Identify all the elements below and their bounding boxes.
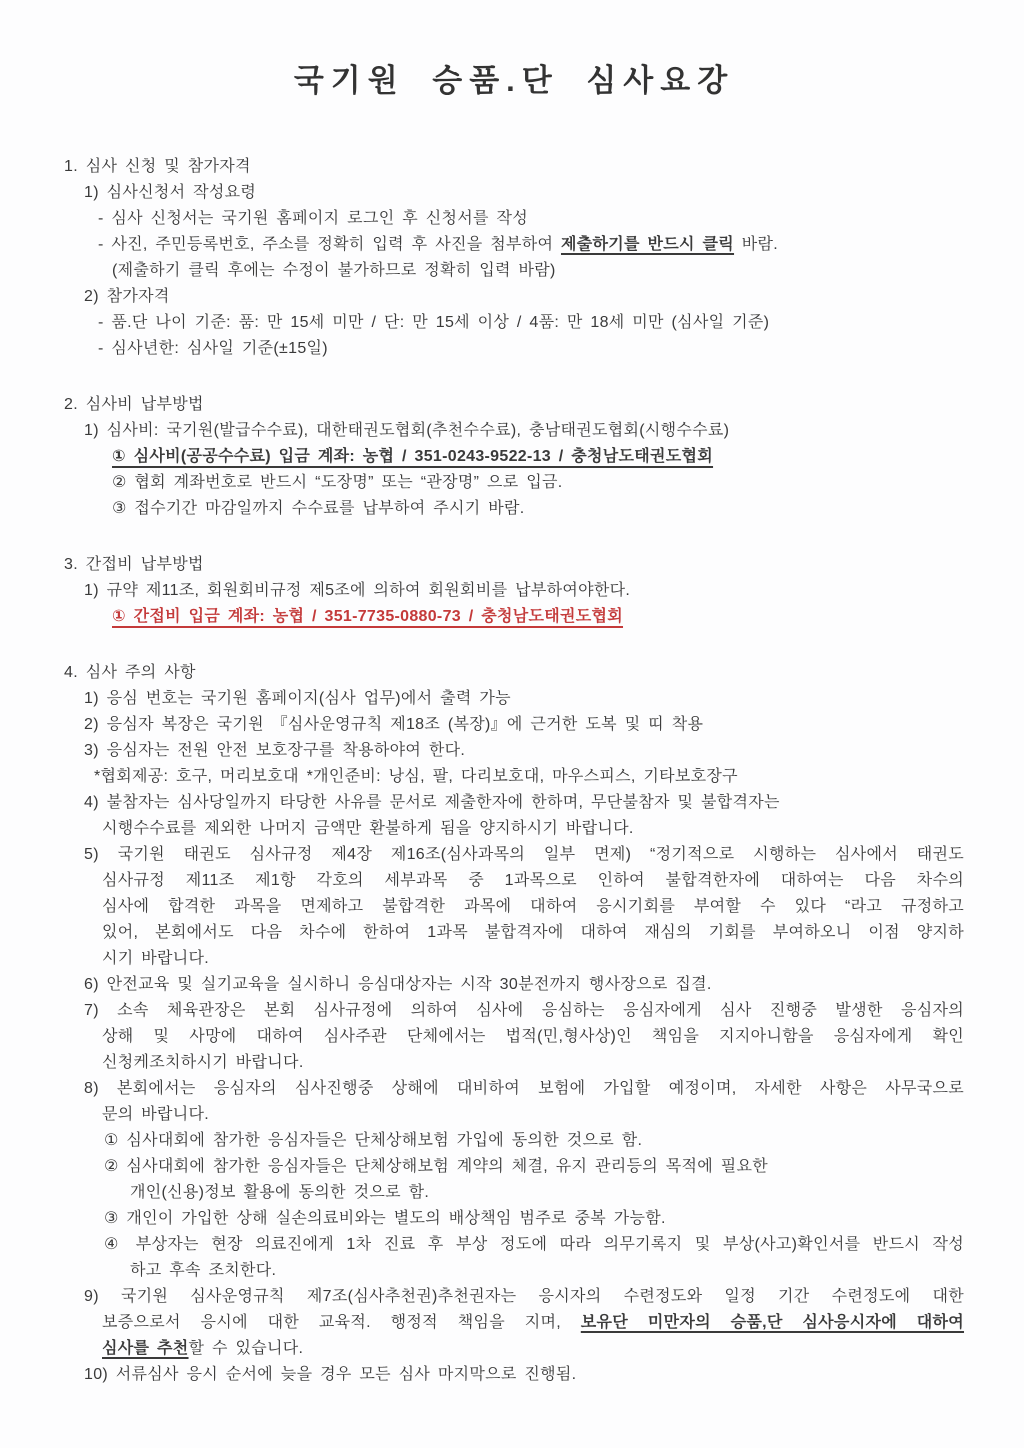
doc-line: ④ 부상자는 현장 의료진에게 1차 진료 후 부상 정도에 따라 의무기록지 및 부상(사고)확인서를 반드시 작성 (104, 1236, 964, 1253)
line-text: 보증으로서 응시에 대한 교육적. 행정적 책임을 지며, (102, 1314, 581, 1331)
section-application (64, 154, 964, 362)
doc-line: 1) 규약 제11조, 회원회비규정 제5조에 의하여 회원회비를 납부하여야한다. (84, 582, 631, 599)
doc-line: 개인(신용)정보 활용에 동의한 것으로 함. (130, 1184, 430, 1201)
line-text: 할 수 있습니다. (188, 1340, 304, 1357)
line-text: 바람. (734, 236, 779, 253)
doc-line (102, 1336, 964, 1362)
doc-line: 하고 후속 조치한다. (130, 1262, 277, 1279)
emphasized-text: 제출하기를 반드시 클릭 (560, 236, 735, 253)
doc-line: 시행수수료를 제외한 나머지 금액만 환불하게 됨을 양지하시기 바랍니다. (102, 820, 634, 837)
doc-line: 4) 불참자는 심사당일까지 타당한 사유를 문서로 제출한자에 한하며, 무단불참자 및 불합격자는 (84, 794, 780, 811)
document-title: 국기원 승품.단 심사요강 (293, 63, 735, 98)
doc-line: 1) 응심 번호는 국기원 홈페이지(심사 업무)에서 출력 가능 (84, 690, 511, 707)
doc-line: - 품.단 나이 기준: 품: 만 15세 미만 / 단: 만 15세 이상 / 4품: 만 18세 미만 (심사일 기준) (98, 314, 770, 331)
doc-line: ② 협회 계좌번호로 반드시 “도장명” 또는 “관장명” 으로 입금. (112, 474, 563, 491)
section-heading: 2. 심사비 납부방법 (64, 396, 204, 413)
doc-line (112, 604, 964, 630)
doc-line: 3) 응심자는 전원 안전 보호장구를 착용하야여 한다. (84, 742, 466, 759)
doc-line: 1) 심사비: 국기원(발급수수료), 대한태권도협회(추천수수료), 충남태권도협회(시행수수료) (84, 422, 730, 439)
red-account-text: ① 간접비 입금 계좌: 농협 / 351-7735-0880-73 / 충청남도태권도협회 (112, 608, 624, 625)
emphasized-text: 심사를 추천 (102, 1340, 189, 1357)
doc-line: 문의 바랍니다. (102, 1106, 210, 1123)
doc-line: 2) 응심자 복장은 국기원 『심사운영규칙 제18조 (복장)』에 근거한 도복 및 띠 착용 (84, 716, 704, 733)
doc-line: 8) 본회에서는 응심자의 심사진행중 상해에 대비하여 보험에 가입할 예정이며, 자세한 사항은 사무국으로 (84, 1080, 964, 1097)
underlined-account-text: ① 심사비(공공수수료) 입금 계좌: 농협 / 351-0243-9522-13 / 충청남도태권도협회 (112, 448, 714, 465)
doc-line: - 심사년한: 심사일 기준(±15일) (98, 340, 328, 357)
doc-line: *협회제공: 호구, 머리보호대 *개인준비: 낭심, 팔, 다리보호대, 마우스피스, 기타보호장구 (94, 768, 738, 785)
doc-line: 심사에 합격한 과목을 면제하고 불합격한 과목에 대하여 응시기회를 부여할 수 있다 “라고 규정하고 (102, 898, 964, 915)
doc-line: (제출하기 클릭 후에는 수정이 불가하므로 정확히 입력 바람) (112, 262, 556, 279)
doc-line: 1) 심사신청서 작성요령 (84, 184, 257, 201)
doc-line: 있어, 본회에서도 다음 차수에 한하여 1과목 불합격자에 대하여 재심의 기회를 부여하오니 이점 양지하 (102, 924, 964, 941)
doc-line: 7) 소속 체육관장은 본회 심사규정에 의하여 심사에 응심하는 응심자에게 심사 진행중 발생한 응심자의 (84, 1002, 964, 1019)
doc-line: - 심사 신청서는 국기원 홈페이지 로그인 후 신청서를 작성 (98, 210, 528, 227)
doc-line (112, 444, 964, 470)
section-precautions (64, 660, 964, 1388)
doc-line: 6) 안전교육 및 실기교육을 실시하니 응심대상자는 시작 30분전까지 행사장으로 집결. (84, 976, 712, 993)
section-exam-fee (64, 392, 964, 522)
doc-line: ③ 개인이 가입한 상해 실손의료비와는 별도의 배상책임 범주로 중복 가능함. (104, 1210, 666, 1227)
section-indirect-fee (64, 552, 964, 630)
doc-line: 9) 국기원 심사운영규칙 제7조(심사추천권)추천권자는 응시자의 수련정도와 일정 기간 수련정도에 대한 (84, 1288, 964, 1305)
doc-line: 10) 서류심사 응시 순서에 늦을 경우 모든 심사 마지막으로 진행됨. (84, 1366, 577, 1383)
doc-line (102, 1310, 964, 1336)
doc-line: 심사규정 제11조 제1항 각호의 세부과목 중 1과목으로 인하여 불합격한자에 대하여는 다음 차수의 (102, 872, 964, 889)
doc-line: ② 심사대회에 참가한 응심자들은 단체상해보험 계약의 체결, 유지 관리등의 목적에 필요한 (104, 1158, 769, 1175)
doc-line: ① 심사대회에 참가한 응심자들은 단체상해보험 가입에 동의한 것으로 함. (104, 1132, 643, 1149)
section-heading: 3. 간접비 납부방법 (64, 556, 204, 573)
doc-line: 2) 참가자격 (84, 288, 170, 305)
section-heading: 1. 심사 신청 및 참가자격 (64, 158, 251, 175)
doc-line: 상해 및 사망에 대하여 심사주관 단체에서는 법적(민,형사상)인 책임을 지지아니함을 응심자에게 확인 (102, 1028, 964, 1045)
doc-line: 시기 바랍니다. (102, 950, 210, 967)
emphasized-text: 보유단 미만자의 승품,단 심사응시자에 대하여 (580, 1314, 965, 1331)
doc-line (98, 232, 964, 258)
doc-line: 신청케조치하시기 바랍니다. (102, 1054, 304, 1071)
doc-line: ③ 접수기간 마감일까지 수수료를 납부하여 주시기 바람. (112, 500, 525, 517)
section-heading: 4. 심사 주의 사항 (64, 664, 196, 681)
line-text: - 사진, 주민등록번호, 주소를 정확히 입력 후 사진을 첨부하여 (98, 236, 561, 253)
doc-line: 5) 국기원 태권도 심사규정 제4장 제16조(심사과목의 일부 면제) “정기적으로 시행하는 심사에서 태권도 (84, 846, 964, 863)
